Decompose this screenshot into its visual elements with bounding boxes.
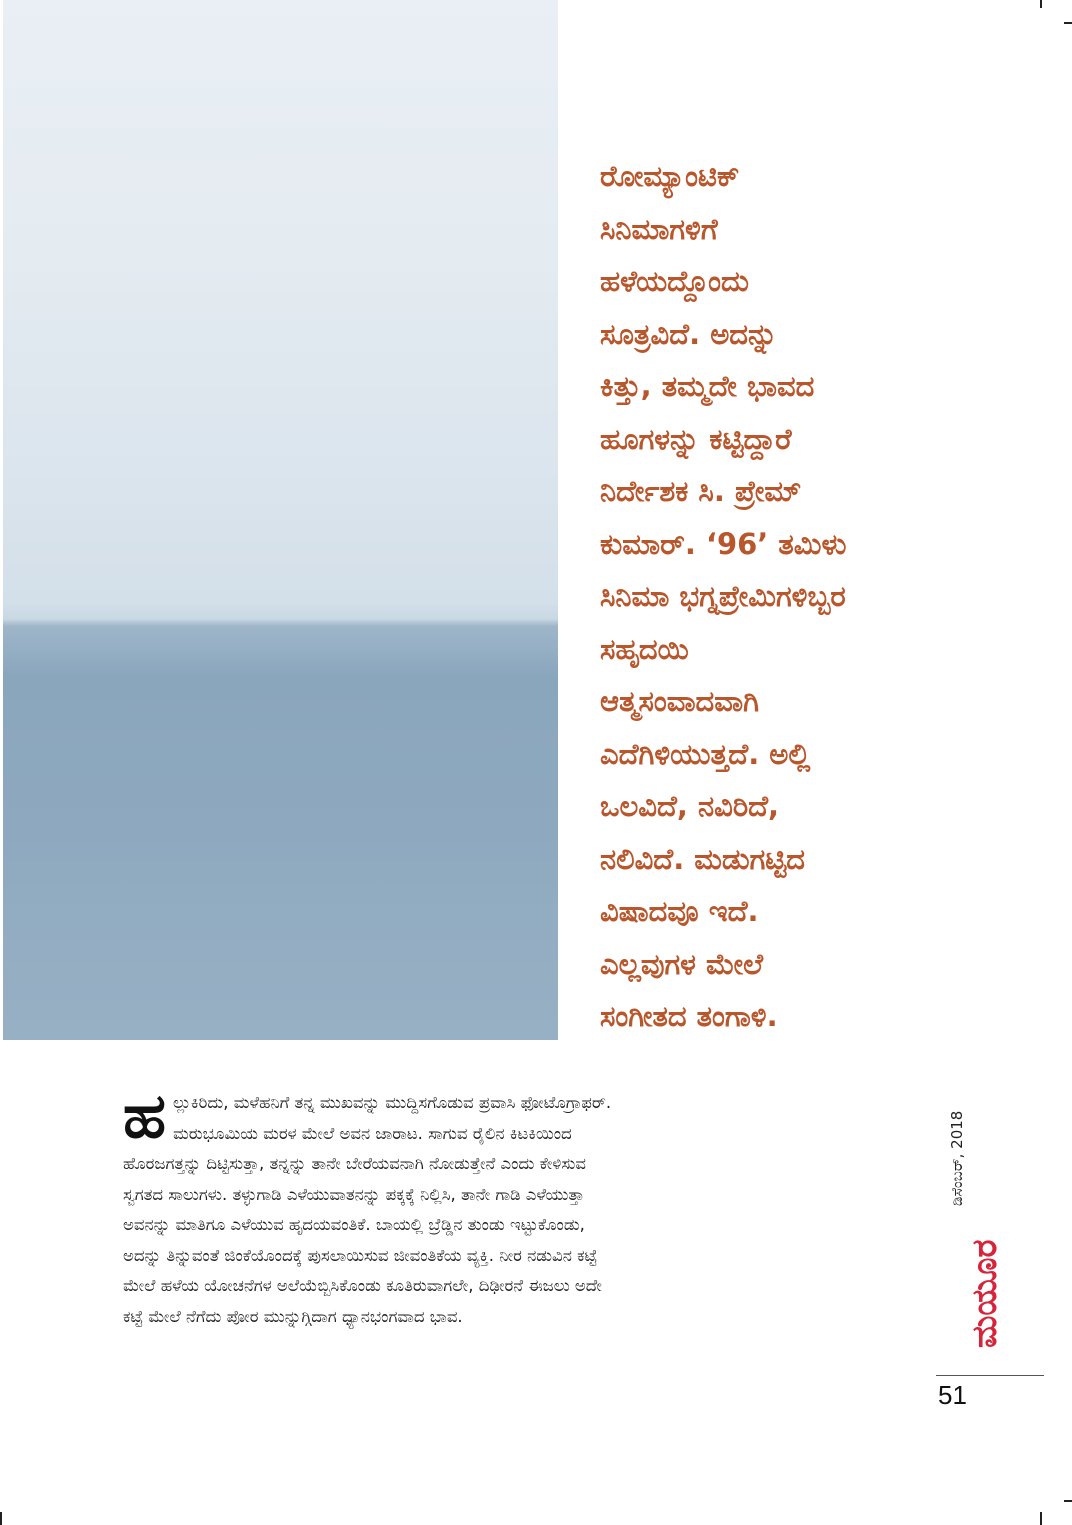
pull-quote-line: ಸಿನಿಮಾಗಳಿಗೆ	[600, 211, 718, 246]
pull-quote-line: ಕುಮಾರ್. ‘96’ ತಮಿಳು	[600, 526, 847, 561]
article-line: ಹೊರಜಗತ್ತನ್ನು ದಿಟ್ಟಿಸುತ್ತಾ, ತನ್ನನ್ನು ತಾನೇ ಬೇರೆಯವನಾಗಿ ನೋಡುತ್ತೇನೆ ಎಂದು ಕೇಳಿಸುವ	[123, 1154, 587, 1173]
page-number: 51	[938, 1380, 967, 1410]
pull-quote-line: ಹಳೆಯದ್ದೊಂದು	[600, 264, 749, 298]
folio-rule	[936, 1375, 1044, 1376]
drop-cap: ಹ	[123, 1079, 166, 1152]
crop-mark	[0, 1512, 2, 1525]
article-line: ಸ್ವಗತದ ಸಾಲುಗಳು. ತಳ್ಳುಗಾಡಿ ಎಳೆಯುವಾತನನ್ನು ಪಕ್ಕಕ್ಕೆ ನಿಲ್ಲಿಸಿ, ತಾನೇ ಗಾಡಿ ಎಳೆಯುತ್ತಾ	[123, 1184, 585, 1204]
pull-quote-line: ಆತ್ಮಸಂವಾದವಾಗಿ	[600, 684, 760, 718]
sea-horizon-photo	[3, 0, 558, 1040]
crop-mark	[1064, 22, 1072, 24]
magazine-logo: ಮಯೂರ	[965, 1239, 1005, 1348]
crop-mark	[1040, 1512, 1042, 1525]
issue-date: ಡಿಸೆಂಬರ್, 2018	[948, 1110, 966, 1206]
pull-quote-line: ಒಲವಿದೆ, ನವಿರಿದೆ,	[600, 789, 780, 823]
pull-quote-line: ಕಿತ್ತು, ತಮ್ಮದೇ ಭಾವದ	[600, 369, 815, 403]
crop-mark	[1040, 0, 1042, 8]
pull-quote-line: ಹೂಗಳನ್ನು ಕಟ್ಟಿದ್ದಾರೆ	[600, 421, 792, 456]
article-line: ಅವನನ್ನು ಮಾತಿಗೂ ಎಳೆಯುವ ಹೃದಯವಂತಿಕೆ. ಬಾಯಲ್ಲಿ ಬ್ರೆಡ್ಡಿನ ತುಂಡು ಇಟ್ಟುಕೊಂಡು,	[123, 1215, 585, 1234]
article-line: ಮರುಭೂಮಿಯ ಮರಳ ಮೇಲೆ ಅವನ ಜಾರಾಟ. ಸಾಗುವ ರೈಲಿನ ಕಿಟಕಿಯಿಂದ	[173, 1123, 572, 1143]
pull-quote-line: ನಲಿವಿದೆ. ಮಡುಗಟ್ಟಿದ	[600, 841, 806, 876]
article-line: ಮೇಲೆ ಹಳೆಯ ಯೋಚನೆಗಳ ಅಲೆಯೆಬ್ಬಿಸಿಕೊಂಡು ಕೂತಿರುವಾಗಲೇ, ದಿಢೀರನೆ ಈಜಲು ಅದೇ	[123, 1276, 602, 1295]
pull-quote-line: ವಿಷಾದವೂ ಇದೆ.	[600, 894, 759, 928]
pull-quote-line: ಸಹೃದಯಿ	[600, 631, 689, 666]
crop-mark	[1064, 1500, 1072, 1502]
article-line: ಲ್ಲುಕಿರಿದು, ಮಳೆಹನಿಗೆ ತನ್ನ ಮುಖವನ್ನು ಮುದ್ದಿಸಗೊಡುವ ಪ್ರವಾಸಿ ಫೋಟೊಗ್ರಾಫರ್.	[173, 1093, 612, 1112]
article-body	[123, 1088, 913, 1332]
article-line: ಕಟ್ಟೆ ಮೇಲೆ ನೆಗೆದು ಪೋರ ಮುನ್ನುಗ್ಗಿದಾಗ ಧ್ಯಾನಭಂಗವಾದ ಭಾವ.	[123, 1306, 463, 1326]
pull-quote-line: ಎಲ್ಲವುಗಳ ಮೇಲೆ	[600, 946, 764, 981]
pull-quote-line: ಸಿನಿಮಾ ಭಗ್ನಪ್ರೇಮಿಗಳಿಬ್ಬರ	[600, 579, 846, 613]
pull-quote	[600, 150, 1040, 1043]
article-line: ಅದನ್ನು ತಿನ್ನುವಂತೆ ಜಿಂಕೆಯೊಂದಕ್ಕೆ ಪುಸಲಾಯಿಸುವ ಜೀವಂತಿಕೆಯ ವ್ಯಕ್ತಿ. ನೀರ ನಡುವಿನ ಕಟ್ಟೆ	[123, 1245, 598, 1265]
pull-quote-line: ಸೂತ್ರವಿದೆ. ಅದನ್ನು	[600, 316, 778, 351]
pull-quote-line: ನಿರ್ದೇಶಕ ಸಿ. ಪ್ರೇಮ್	[600, 474, 802, 508]
pull-quote-line: ಸಂಗೀತದ ತಂಗಾಳಿ.	[600, 999, 778, 1033]
pull-quote-line: ರೋಮ್ಯಾಂಟಿಕ್	[600, 159, 740, 193]
pull-quote-line: ಎದೆಗಿಳಿಯುತ್ತದೆ. ಅಲ್ಲಿ	[600, 736, 811, 771]
